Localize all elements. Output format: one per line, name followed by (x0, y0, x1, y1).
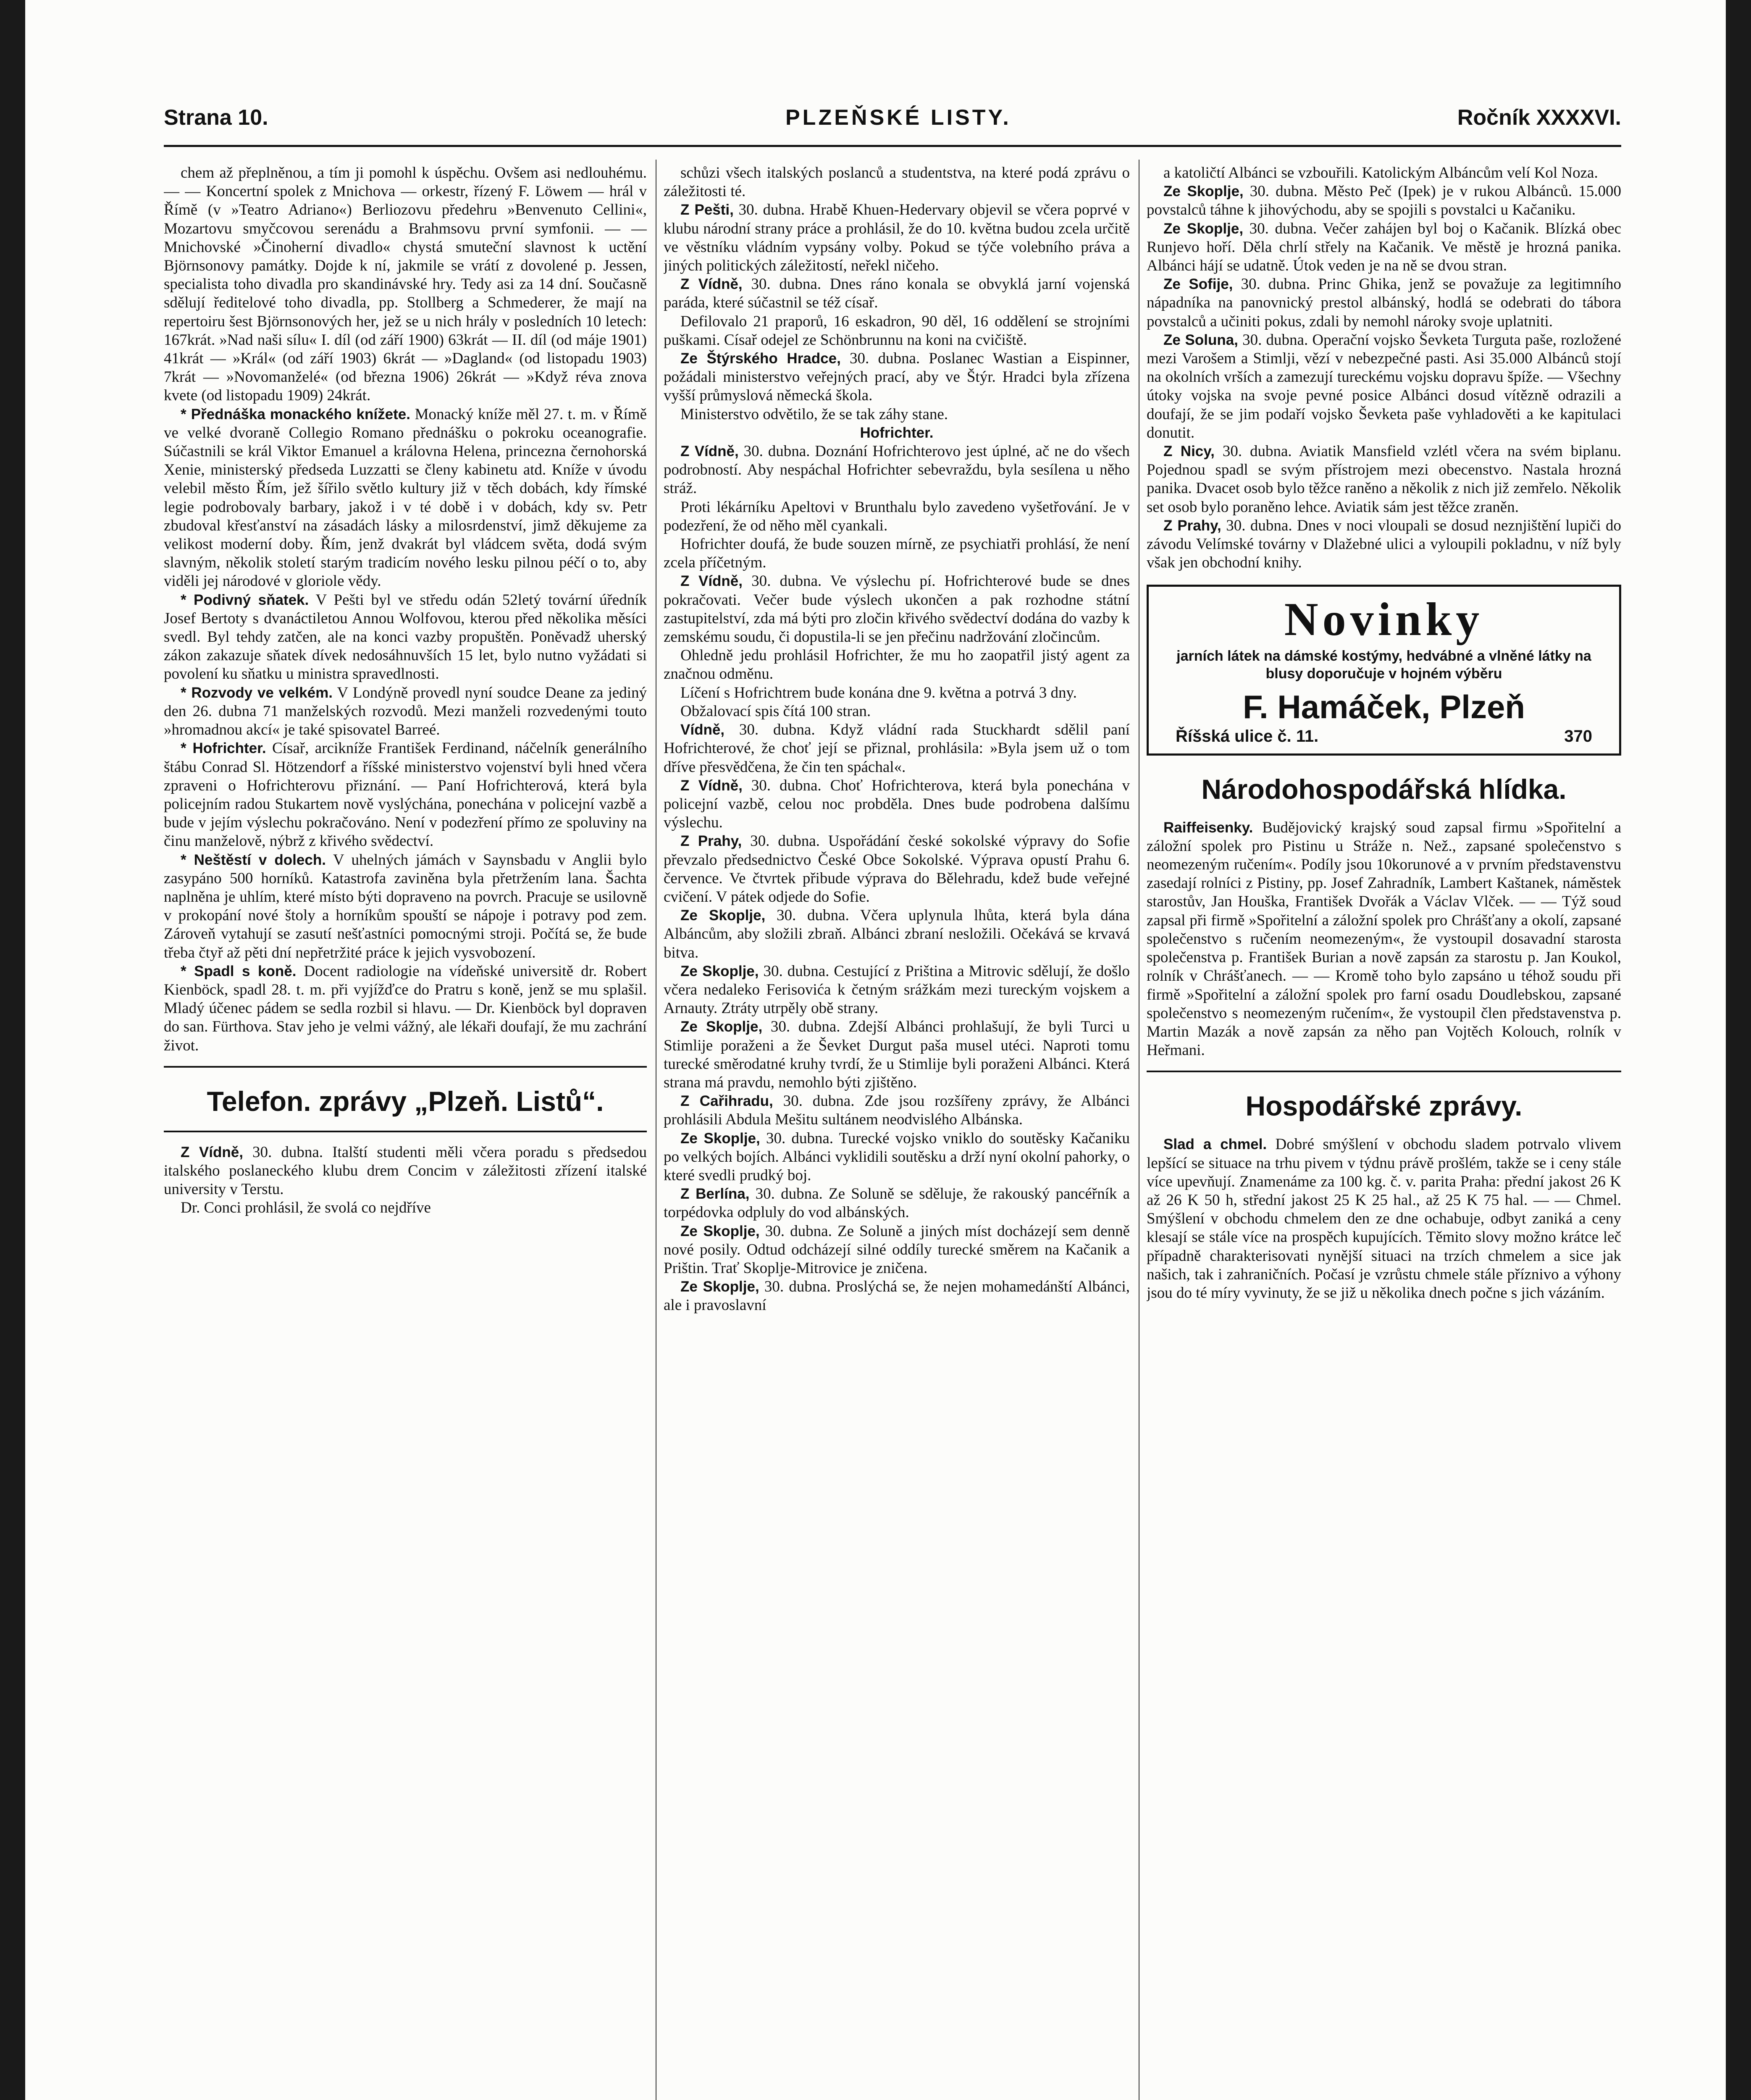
article-text: V Pešti byl ve středu odán 52letý tovární úředník Josef Bertoty s dvanáctiletou Annou Wolfovou, kterou před několika měsíci svedl. Byl tehdy zatčen, ale na konci vazby propuštěn. Poněvadž uherský zákon zakazuje sňatek dívek nedosáhnuvších 15 let, bylo nutno vyžádati si povolení ku sňatku u ministra spravedlnosti. (164, 591, 647, 683)
hosp-section-title: Hospodářské zprávy. (1245, 1090, 1523, 1122)
section-rule (164, 1131, 647, 1132)
article-keyword: * Přednáška monackého knížete. (181, 406, 410, 423)
article-paragraph (164, 164, 647, 405)
article-paragraph (164, 591, 647, 684)
article-paragraph (664, 535, 1130, 572)
article-text: 30. dubna. Když vládní rada Stuckhardt sdělil paní Hofrichterové, že choť její se přiznal, prohlásila: »Byla jsem už o tom dříve přesvědčena, že čin ten spáchal«. (664, 721, 1130, 776)
article-text: 30. dubna. Dnes v noci vloupali se dosud neznjištění lupiči do závodu Velímské továrny v Dlažebné ulici a vyloupili pokladnu, v níž byly však jen obchodní knihy. (1147, 517, 1621, 572)
telefon-articles (164, 1143, 647, 1218)
article-paragraph (1147, 442, 1621, 517)
article-keyword: Z Nicy, (1163, 443, 1215, 460)
article-paragraph (664, 906, 1130, 962)
article-keyword: * Podivný sňatek. (181, 591, 309, 608)
article-keyword: Z Cařihradu, (680, 1093, 773, 1110)
article-text: 30. dubna. Ze Soluně se sděluje, že rakouský pancéřník a torpédovka odpluly do vod albánských. (664, 1185, 1130, 1221)
article-paragraph (664, 1092, 1130, 1129)
column-1-articles (164, 164, 647, 1055)
article-paragraph (1147, 275, 1621, 331)
article-text: Ministerstvo odvětilo, že se tak záhy stane. (680, 405, 948, 423)
article-keyword: Z Vídně, (680, 443, 739, 460)
article-paragraph (664, 349, 1130, 405)
article-paragraph (164, 962, 647, 1055)
article-keyword: Ze Sofije, (1163, 276, 1233, 293)
article-paragraph (164, 739, 647, 850)
volume-label: Ročník XXXXVI. (1457, 105, 1621, 130)
column-3 (1147, 164, 1621, 2100)
scan-edge-left (0, 0, 25, 2100)
article-text: a katoličtí Albánci se vzbouřili. Katolickým Albáncům velí Kol Noza. (1163, 164, 1598, 181)
article-keyword: Ze Skoplje, (680, 1130, 760, 1147)
ad-address-row (1159, 727, 1609, 746)
article-keyword: Z Vídně, (680, 573, 743, 590)
article-text: 30. dubna. Ze Soluně a jiných míst docházejí sem denně nové posily. Odtud odcházejí silné oddíly turecké směrem na Kačanik a Prištin. Trať Skoplje-Mitrovice je zničena. (664, 1222, 1130, 1277)
article-paragraph (664, 721, 1130, 777)
article-paragraph (664, 777, 1130, 832)
article-paragraph (1147, 220, 1621, 276)
article-keyword: Z Berlína, (680, 1186, 750, 1202)
article-keyword: Ze Skoplje, (1163, 183, 1244, 200)
article-text: 30. dubna. Turecké vojsko vniklo do soutěsky Kačaniku po velkých bojích. Albánci vyklidili soutěsku a drží nyní okolní pahorky, o které svedli prudký boj. (664, 1129, 1130, 1184)
article-text: 30. dubna. Italští studenti měli včera poradu s předsedou italského poslaneckého klubu drem Concim v záležitosti zřízení italské university v Terstu. (164, 1143, 647, 1198)
article-paragraph (1147, 517, 1621, 572)
ad-address: Říšská ulice č. 11. (1176, 727, 1319, 746)
article-keyword: Slad a chmel. (1163, 1136, 1267, 1153)
article-paragraph (664, 498, 1130, 535)
article-keyword: Ze Skoplje, (680, 1018, 763, 1035)
article-paragraph (664, 1185, 1130, 1222)
masthead-title: PLZEŇSKÉ LISTY. (785, 105, 1011, 130)
article-text: 30. dubna. Dnes ráno konala se obvyklá jarní vojenská paráda, které súčastnil se též císař. (664, 276, 1130, 312)
article-paragraph (164, 684, 647, 740)
article-paragraph (1147, 182, 1621, 219)
article-text: 30. dubna. Hrabě Khuen-Hedervary objevil se včera poprvé v klubu národní strany práce a prohlásil, že do 10. května budou zcela určitě ve věstníku vládním vypsány volby. Pokud se týče volebního práva a jiných politických záležitostí, neřekl ničeho. (664, 201, 1130, 275)
scan-edge-right (1726, 0, 1751, 2100)
article-paragraph (164, 1199, 647, 1217)
article-text: Defilovalo 21 praporů, 16 eskadron, 90 děl, 16 oddělení se strojními puškami. Císař odejel ze Schönbrunnu na koni na cvičiště. (664, 312, 1130, 349)
article-paragraph (664, 646, 1130, 683)
article-paragraph (664, 1129, 1130, 1185)
ad-text: jarních látek na dámské kostýmy, hedvábné a vlněné látky na blusy doporučuje v hojném výběru (1176, 648, 1591, 682)
article-paragraph (164, 405, 647, 591)
ad-title: Novinky (1284, 593, 1484, 646)
article-paragraph (1147, 164, 1621, 182)
article-text: 30. dubna. Operační vojsko Ševketa Turguta paše, rozložené mezi Varošem a Stimlji, vězí v nebezpečné pasti. Asi 35.000 Albánců stojí na okolních vrších a zamezují tureckému vojsku dopravu špíže. — Všechny útoky vojska na svoje pevné posice Albánci dosud vítězně odrazili a doufají, že se jim podaří vojsko Ševketa paše vyhladověti a ke kapitulaci donutit. (1147, 331, 1621, 441)
article-paragraph (664, 405, 1130, 424)
article-text: V Londýně provedl nyní soudce Deane za jediný den 26. dubna 71 manželských rozvodů. Mezi manželi rozvedenými touto »hromadnou akcí« je také spisovatel Barreé. (164, 684, 647, 739)
article-text: 30. dubna. Choť Hofrichterova, která byla ponechána v policejní vazbě, celou noc probděla. Dnes bude podrobena dalšímu výslechu. (664, 777, 1130, 832)
article-paragraph (664, 832, 1130, 906)
subheading: Hofrichter. (860, 424, 934, 441)
page-header (164, 105, 1621, 139)
article-text: 30. dubna. Princ Ghika, jenž se považuje za legitimního nápadníka na panovnický prestol albánský, hodlá se odebrati do tábora povstalců a učiniti pokus, zdali by nemohl nároky svoje uplatniti. (1147, 276, 1621, 330)
article-text: 30. dubna. Aviatik Mansfield vzlétl včera na svém biplanu. Pojednou spadl se svým přístrojem mezi obecenstvo. Nastala hrozná panika. Dvacet osob bylo těžce raněno a několik z nich již zemřelo. Několik set osob bylo poraněno lehce. Aviatik sám jest těžce zraněn. (1147, 443, 1621, 516)
article-text: Obžalovací spis čítá 100 stran. (680, 702, 871, 720)
column-3-articles (1147, 164, 1621, 572)
page-number: Strana 10. (164, 105, 268, 130)
article-paragraph (664, 962, 1130, 1018)
article-keyword: * Rozvody ve velkém. (181, 684, 333, 701)
article-keyword: Ze Skoplje, (1163, 220, 1244, 237)
article-keyword: Ze Skoplje, (680, 907, 766, 924)
article-text: Ohledně jedu prohlásil Hofrichter, že mu ho zaopatřil jistý agent za značnou odměnu. (664, 647, 1130, 683)
article-keyword: Ze Štýrského Hradce, (680, 350, 841, 367)
article-text: 30. dubna. Město Peč (Ipek) je v rukou Albánců. 15.000 povstalců táhne k jihovýchodu, aby se spojili s povstalci u Kačaniku. (1147, 183, 1621, 219)
column-2 (664, 164, 1130, 2100)
column-2-articles (664, 164, 1130, 1315)
article-paragraph (664, 1278, 1130, 1315)
article-text: chem až přeplněnou, a tím ji pomohl k úspěchu. Ovšem asi nedlouhému. — — Koncertní spolek z Mnichova — orkestr, řízený F. Löwem — hrál v Římě (v »Teatro Adriano«) Berliozovu předehru »Benvenuto Cellini«, Mozartovu smyčcovou serenádu a Brahmsovu první symfonii. — — Mnichovské »Činoherní divadlo« chystá smuteční slavnost k uctění Björnsonovy památky. Dojde k ní, jakmile se vrátí z dovolené p. Jessen, specialista toho divadla pro skandinávské hry. Tedy asi za 14 dní. Současně sdělují ředitelové toho divadla, pp. Stollberg a Schmederer, že mají na repertoiru šest Björnsonových her, jež se u nich hrály v posledních 10 letech: 167krát. »Nad naši sílu« I. díl (od září 1900) 63krát — II. díl (od máje 1901) 41krát — »Král« (od září 1903) 6krát — »Dagland« (od listopadu 1903) 7krát — »Novomanželé« (od března 1906) 26krát — »Když réva znova kvete (od listopadu 1909) 24krát. (164, 164, 647, 404)
article-keyword: Ze Skoplje, (680, 1278, 759, 1295)
article-text: Monacký kníže měl 27. t. m. v Římě ve velké dvoraně Collegio Romano přednášku o pokroku oceanografie. Súčastnili se král Viktor Emanuel a královna Helena, princezna černohorská Xenie, ministerský předseda Luzzatti se členy kabinetu atd. Kníže v úvodu velebil město Řím, jež šířilo světlo kultury již v těch dobách, kdy římské legie podrobovaly barbary, jakož i v té době i v dobách, kdy sv. Petr zbudoval křesťanství na zásadách lásky a milosrdenství, jimž děkujeme za velikost moderní doby. Řím, jenž dvakrát byl vládcem světa, dodá svým slavným, několik století starým tradicím nového lesku pilnou péčí o to, aby viděli jej národové v gloriole vědy. (164, 405, 647, 590)
article-text: 30. dubna. Zdejší Albánci prohlašují, že byli Turci u Stimlije poraženi a že Ševket Durgut paša musel utéci. Naproti tomu turecké směrodatné kruhy tvrdí, že u Stimlije byli poraženi Albánci. Která strana má pravdu, nemohlo býti zjištěno. (664, 1018, 1130, 1091)
article-keyword: Z Prahy, (1163, 517, 1221, 534)
article-text: schůzi všech italských poslanců a studentstva, na které podá zprávu o záležitosti té. (664, 164, 1130, 200)
article-paragraph (664, 312, 1130, 349)
article-paragraph (1147, 819, 1621, 1060)
article-paragraph (664, 1222, 1130, 1278)
article-text: Líčení s Hofrichtrem bude konána dne 9. května a potrvá 3 dny. (680, 684, 1077, 701)
article-text: 30. dubna. Proslýchá se, že nejen mohamedánští Albánci, ale i pravoslavní (664, 1278, 1130, 1314)
header-rule (164, 145, 1621, 147)
article-text: 30. dubna. Večer zahájen byl boj o Kačanik. Blízká obec Runjevo hoří. Děla chrlí střely na Kačanik. Ve městě je hrozná panika. Albánci hájí se udatně. Útok veden je na ně se dvou stran. (1147, 220, 1621, 275)
article-text: V uhelných jámách v Saynsbadu v Anglii bylo zasypáno 500 horníků. Katastrofa zaviněna byla přetržením lana. Šachta naplněna je uhlím, které místo býti dopraveno na povrch. Pracuje se usilovně v prokopání nové štoly a horníkům spouští se nápoje i potravy pod zem. Zároveň vytahují se zasutí nešťastníci pomocnými stroji. Počítá se, že bude třeba čtyř až pěti dní nepřetržité práce k jejich vysvobození. (164, 851, 647, 961)
article-text: Budějovický krajský soud zapsal firmu »Spořitelní a záložní spolek pro Pistinu u Stráže n. Než., zapsané společenstvo s neomezeným ručením«. Podíly jsou 10korunové a v prvním představenstvu zasedají rolníci z Pistiny, pp. Josef Zahradník, Lambert Kaštanek, náměstek starostův, Jan Houška, František Dvořák a Václav Vlček. — — Týž soud zapsal při firmě »Spořitelní a záložní spolek pro Chrášťany a okolí, zapsané společenstvo s ručením neomezeným«, že vystoupil dosavadní starosta společenstva p. František Burian a nově zapsán za starostu p. Jan Koukol, rolník v Chrášťanech. — — Kromě toho bylo zapsáno u téhož soudu při firmě »Spořitelní a záložní spolek pro farní osadu Doudlebskou, zapsané společenstvo s neomezeným ručením«, že vystoupil člen představenstva p. Martin Mazák a nově zapsán za něho pan Vojtěch Kolouch, rolník v Heřmani. (1147, 819, 1621, 1059)
article-text: Císař, arcikníže František Ferdinand, náčelník generálního štábu Conrad Sl. Hötzendorf a říšské ministerstvo vojenství byli hned včera zpraveni o Hofrichterovu přiznání. — Paní Hofrichterová, která byla policejním radou Stukartem nově vyslýchána, ponechána v policejní vazbě a bude v jejím výslechu pokračováno. Není v podezření přímo ze spoluviny na činu manželově, nýbrž z křivého svědectví. (164, 740, 647, 850)
article-keyword: Ze Skoplje, (680, 963, 759, 979)
article-paragraph (664, 702, 1130, 721)
article-paragraph (164, 1143, 647, 1199)
article-keyword: Ze Skoplje, (680, 1223, 760, 1239)
article-paragraph (664, 424, 1130, 442)
article-paragraph (664, 164, 1130, 201)
article-keyword: * Hofrichter. (181, 740, 266, 757)
narodo-articles (1147, 819, 1621, 1060)
article-paragraph (1147, 1135, 1621, 1302)
ad-code: 370 (1564, 727, 1592, 746)
article-text: 30. dubna. Poslanec Wastian a Eispinner, požádali ministerstvo veřejných prací, aby ve Štýr. Hradci byla zřízena vyšší průmyslová německá škola. (664, 350, 1130, 404)
telefon-section-title: Telefon. zprávy „Plzeň. Listů“. (207, 1085, 604, 1117)
narodo-section-title: Národohospodářská hlídka. (1201, 773, 1567, 805)
article-keyword: Ze Soluna, (1163, 331, 1238, 348)
article-paragraph (664, 1018, 1130, 1092)
article-paragraph (664, 684, 1130, 702)
article-keyword: Z Pešti, (680, 202, 734, 218)
article-paragraph (664, 442, 1130, 498)
article-text: 30. dubna. Včera uplynula lhůta, která byla dána Albáncům, aby složili zbraň. Albánci zbraní nesložili. Očekává se krvavá bitva. (664, 907, 1130, 961)
article-paragraph (1147, 331, 1621, 442)
column-1 (164, 164, 647, 2100)
article-text: 30. dubna. Cestující z Priština a Mitrovic sdělují, že došlo včera nedaleko Ferisovića k četným srážkám mezi tureckým vojskem a Arnauty. Ztráty utrpěly obě strany. (664, 962, 1130, 1017)
section-rule (164, 1066, 647, 1068)
article-text: Hofrichter doufá, že bude souzen mírně, ze psychiatři prohlásí, že není zcela příčetným. (664, 536, 1130, 572)
article-text: 30. dubna. Ve výslechu pí. Hofrichterové bude se dnes pokračovati. Večer bude výslech ukončen a pak rozhodne státní zastupitelství, zda má býti pro zločin křivého svědectví dodána do vazby k zemskému soudu, či dopustila-li se jen přečinu nadržování zločincům. (664, 572, 1130, 646)
article-keyword: * Neštěstí v dolech. (181, 851, 326, 868)
article-keyword: * Spadl s koně. (181, 963, 297, 979)
article-text: 30. dubna. Doznání Hofrichterovo jest úplné, ač ne do všech podrobností. Aby nespáchal Hofrichter sebevraždu, byla sesílena u něho stráž. (664, 443, 1130, 497)
advertisement-box (1147, 585, 1621, 755)
article-text: 30. dubna. Uspořádání české sokolské výpravy do Sofie převzalo předsednictvo České Obce Sokolské. Výprava opustí Prahu 6. července. Ve čtvrtek přibude výprava do Bělehradu, kdež bude veřejné cvičení. V pátek odjede do Sofie. (664, 832, 1130, 906)
article-text: Dobré smýšlení v obchodu sladem potrvalo vlivem lepšící se situace na trhu pivem v týdnu právě prošlém, takže se i ceny stále více upevňují. Znamenáme za 100 kg. č. v. parita Praha: přední jakost 26 K až 26 K 50 h, střední jakost 25 K 25 hal., až 25 K 75 hal. — — Chmel. Smýšlení v obchodu chmelem den ze dne ochabuje, odbyt zaniká a ceny klesají se stále více na prospěch kupujících. Těmito slovy možno krátce leč případně charakterisovati nynější situaci na trzích chmelem a sice jak našich, tak i zahraničních. Počasí je vzrůstu chmele stále příznivo a výhony jsou do té míry vyvinuty, že se již u několika dnech počne s jich vázáním. (1147, 1136, 1621, 1302)
article-paragraph (664, 275, 1130, 312)
article-paragraph (664, 201, 1130, 275)
ad-firm: F. Hamáček, Plzeň (1243, 688, 1525, 726)
article-keyword: Z Prahy, (680, 833, 742, 850)
article-paragraph (164, 851, 647, 962)
article-keyword: Z Vídně, (181, 1144, 243, 1160)
article-paragraph (664, 572, 1130, 646)
hosp-articles (1147, 1135, 1621, 1302)
article-text: Docent radiologie na vídeňské universitě dr. Robert Kienböck, spadl 28. t. m. při vyjížďce do Pratru s koně, jenž se mu splašil. Mladý účenec pádem se sedla rozbil si hlavu. — Dr. Kienböck byl dopraven do san. Fürthova. Stav jeho je velmi vážný, ale lékaři doufají, že mu zachrání život. (164, 962, 647, 1054)
article-keyword: Z Vídně, (680, 276, 743, 293)
article-keyword: Raiffeisenky. (1163, 819, 1253, 836)
section-rule (1147, 1071, 1621, 1072)
article-keyword: Vídně, (680, 722, 725, 738)
article-text: Dr. Conci prohlásil, že svolá co nejdříve (181, 1199, 431, 1217)
article-text: 30. dubna. Zde jsou rozšířeny zprávy, že Albánci prohlásili Abdula Mešitu sultánem neodvislého Albánska. (664, 1092, 1130, 1129)
article-text: Proti lékárníku Apeltovi v Brunthalu bylo zavedeno vyšetřování. Je v podezření, že od něho měl cyankali. (664, 498, 1130, 534)
article-keyword: Z Vídně, (680, 777, 743, 794)
